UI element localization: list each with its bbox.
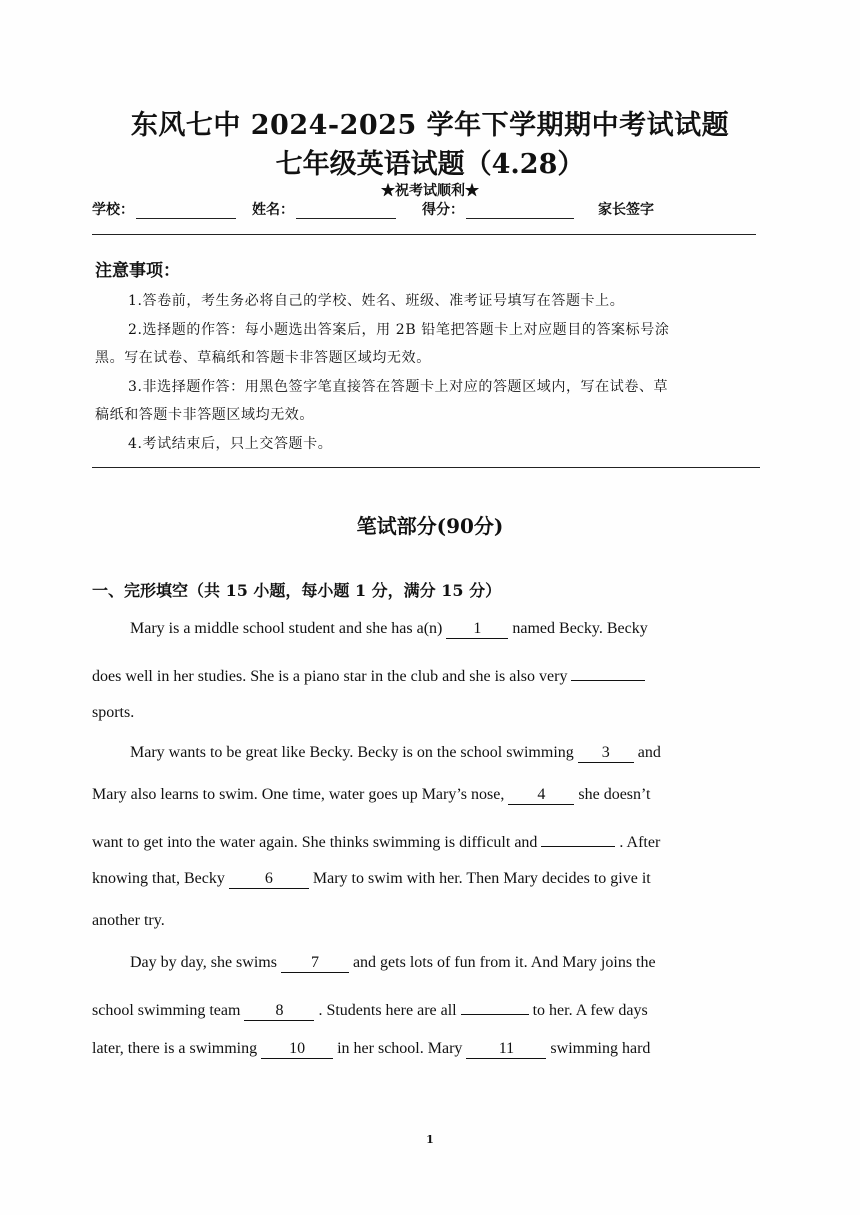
passage-line: sports. (92, 704, 135, 721)
school-field[interactable] (92, 199, 236, 219)
divider-top (92, 234, 756, 235)
name-blank[interactable] (296, 204, 396, 219)
passage-line: want to get into the water again. She thinks swimming is difficult and . After (92, 828, 660, 852)
passage-line: Day by day, she swims 7 and gets lots of fun from it. And Mary joins the (130, 954, 656, 971)
score-blank[interactable] (466, 204, 574, 219)
divider-bottom (92, 467, 760, 468)
blank-11[interactable]: 11 (466, 1040, 546, 1059)
parent-signature-label: 家长签字 (598, 202, 654, 218)
exam-title: 东风七中 2024-2025 学年下学期期中考试试题 (130, 110, 730, 141)
notice-line-4: 3.非选择题作答：用黑色签字笔直接答在答题卡上对应的答题区域内，写在试卷、草 (128, 379, 669, 395)
passage-line: another try. (92, 912, 165, 929)
passage-line: does well in her studies. She is a piano star in the club and she is also very (92, 662, 649, 686)
blank-7[interactable]: 7 (281, 954, 349, 973)
notice-line-2: 2.选择题的作答：每小题选出答案后，用 2B 铅笔把答题卡上对应题目的答案标号涂 (128, 322, 670, 338)
notice-line-1: 1.答卷前，考生务必将自己的学校、姓名、班级、准考证号填写在答题卡上。 (128, 293, 625, 309)
score-field[interactable] (422, 199, 574, 219)
notice-line-6: 4.考试结束后，只上交答题卡。 (128, 436, 333, 452)
blank-8[interactable]: 8 (244, 1002, 314, 1021)
passage-line: Mary also learns to swim. One time, water goes up Mary’s nose, 4 she doesn’t (92, 786, 651, 803)
blank-6[interactable]: 6 (229, 870, 309, 889)
blank-3[interactable]: 3 (578, 744, 634, 763)
blank-10[interactable]: 10 (261, 1040, 333, 1059)
blank-4[interactable]: 4 (508, 786, 574, 805)
passage-line: school swimming team 8 . Students here are all to her. A few days (92, 996, 648, 1021)
school-blank[interactable] (136, 204, 236, 219)
passage-line: knowing that, Becky 6 Mary to swim with her. Then Mary decides to give it (92, 870, 651, 887)
passage-line: Mary wants to be great like Becky. Becky is on the school swimming 3 and (130, 744, 661, 761)
blank-9[interactable] (461, 996, 529, 1015)
parent-signature-field[interactable] (598, 199, 654, 219)
notice-line-3: 黑。写在试卷、草稿纸和答题卡非答题区域均无效。 (95, 350, 431, 366)
exam-subtitle: 七年级英语试题（4.28） (275, 149, 585, 180)
name-field[interactable] (252, 199, 396, 219)
student-info-row (92, 199, 772, 221)
notice-line-5: 稿纸和答题卡非答题区域均无效。 (95, 407, 314, 423)
blank-5[interactable] (541, 828, 615, 847)
blank-1[interactable]: 1 (446, 620, 508, 639)
score-label: 得分： (422, 202, 464, 218)
passage-line: later, there is a swimming 10 in her school. Mary 11 swimming hard (92, 1040, 651, 1057)
name-label: 姓名： (252, 202, 294, 218)
school-label: 学校： (92, 202, 134, 218)
blank-2[interactable] (571, 662, 645, 681)
page-number: 1 (426, 1133, 434, 1146)
cloze-title: 一、完形填空（共 15 小题，每小题 1 分，满分 15 分） (92, 581, 502, 600)
blessing-text: ★祝考试顺利★ (381, 183, 479, 199)
notice-title: 注意事项： (95, 261, 180, 281)
passage-line: Mary is a middle school student and she has a(n) 1 named Becky. Becky (130, 620, 648, 637)
section-title: 笔试部分(90分) (356, 514, 504, 538)
